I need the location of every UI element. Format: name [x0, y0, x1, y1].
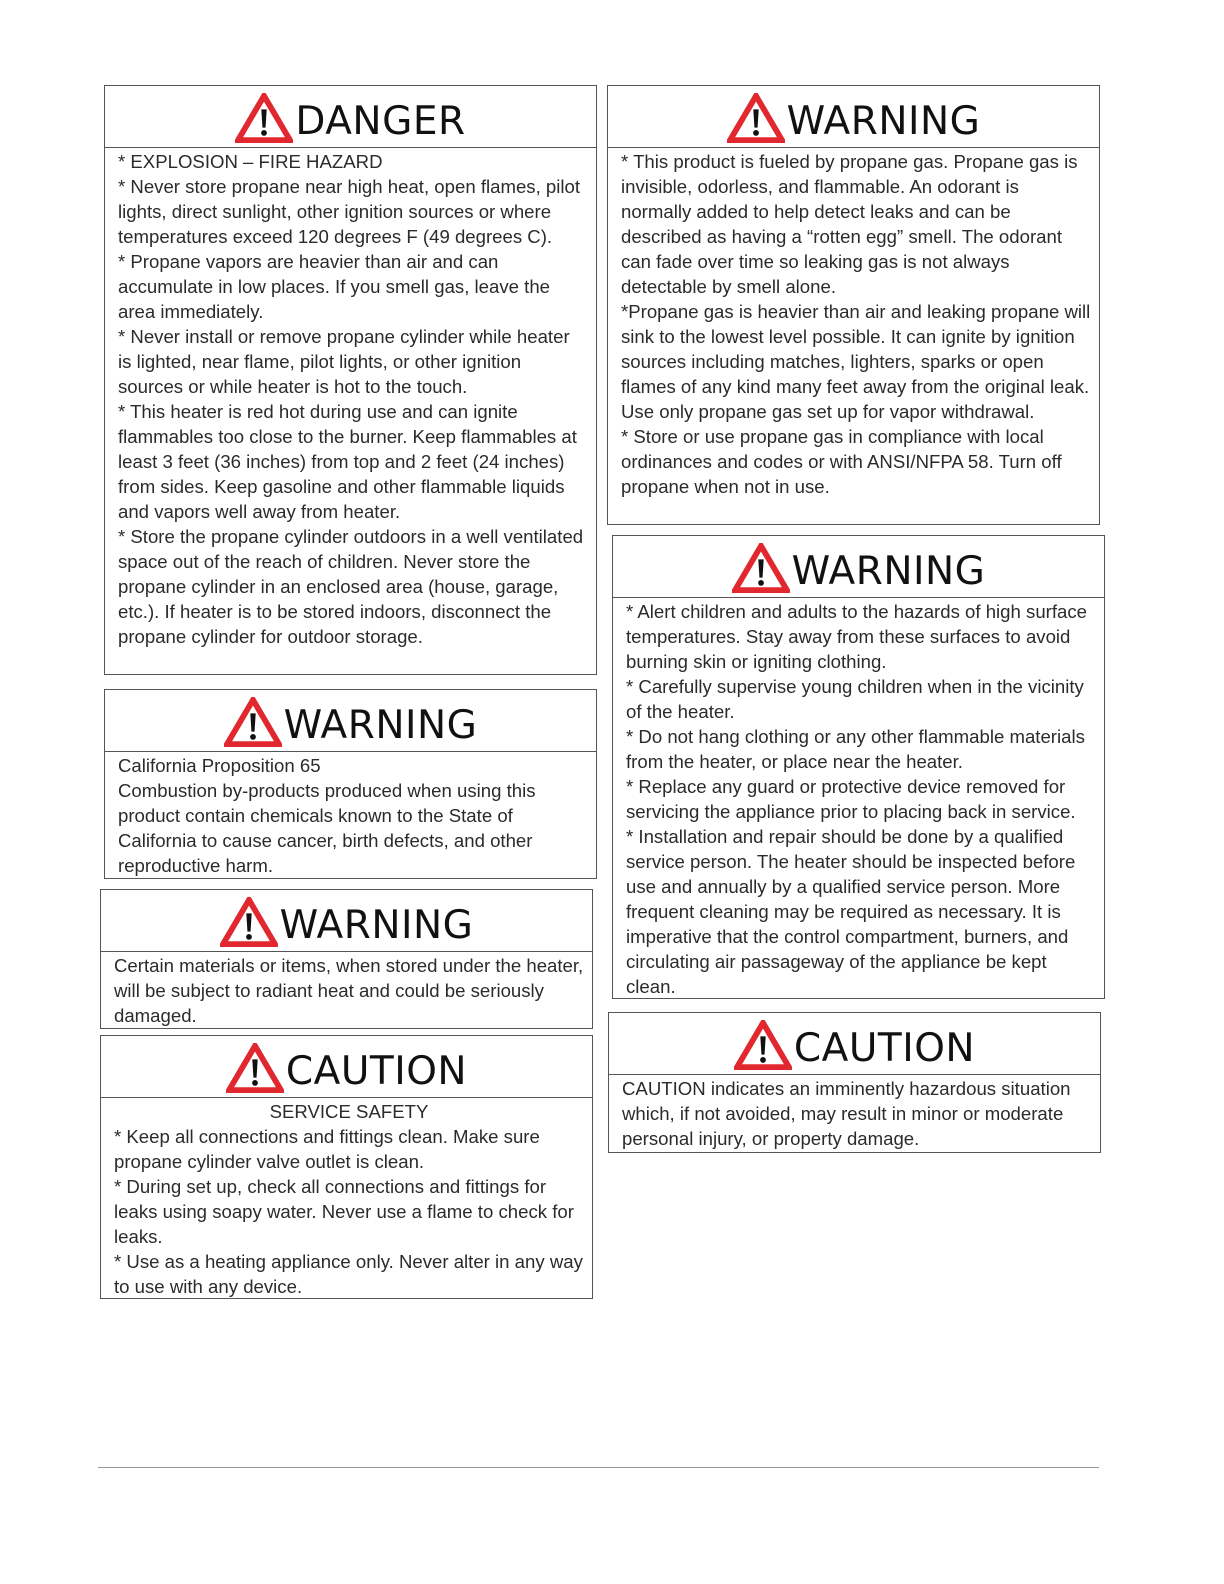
caution-def-body	[609, 1075, 1100, 1151]
propane-body	[608, 148, 1099, 499]
propane-line: * This product is fueled by propane gas. Propane gas is invisible, odorless, and flammable. An odorant is normally added to help detect leaks and can be described as having a “rotten egg” smell. The odorant can fade over time so leaking gas is not always detectable by smell alone.	[621, 151, 1078, 297]
warning-triangle-icon	[226, 1043, 284, 1093]
propane-header	[608, 86, 1099, 148]
radiant-body	[101, 952, 592, 1028]
surface-header	[613, 536, 1104, 598]
prop65-line: California Proposition 65	[118, 755, 321, 776]
warning-triangle-icon	[727, 93, 785, 143]
danger-header	[105, 86, 596, 148]
danger-line: * This heater is red hot during use and can ignite flammables too close to the burner. Keep flammables at least 3 feet (36 inches) from top and 2 feet (24 inches) from sides. Keep gasoline and other flammable liquids and vapors well away from heater.	[118, 401, 577, 522]
caution-definition-box	[608, 1012, 1101, 1153]
prop65-title: WARNING	[283, 703, 478, 748]
propane-title: WARNING	[786, 99, 981, 144]
radiant-header	[101, 890, 592, 952]
surface-line: * Alert children and adults to the hazards of high surface temperatures. Stay away from these surfaces to avoid burning skin or igniting clothing.	[626, 601, 1087, 672]
warning-triangle-icon	[734, 1020, 792, 1070]
propane-line: *Propane gas is heavier than air and leaking propane will sink to the lowest level possible. It can ignite by ignition sources including matches, lighters, sparks or open flames of any kind many feet away from the original leak. Use only propane gas set up for vapor withdrawal.	[621, 301, 1091, 422]
warning-triangle-icon	[224, 697, 282, 747]
danger-line: * Never install or remove propane cylinder while heater is lighted, near flame, pilot lights, or other ignition sources or while heater is hot to the touch.	[118, 326, 570, 397]
propane-line: * Store or use propane gas in compliance with local ordinances and codes or with ANSI/NFPA 58. Turn off propane when not in use.	[621, 426, 1062, 497]
surface-line: * Replace any guard or protective device removed for servicing the appliance prior to placing back in service.	[626, 776, 1076, 822]
surface-warning-box	[612, 535, 1105, 999]
danger-box	[104, 85, 597, 675]
danger-line: * Store the propane cylinder outdoors in a well ventilated space out of the reach of children. Never store the propane cylinder in an enclosed area (house, garage, etc.). If heater is to be stored indoors, disconnect the propane cylinder for outdoor storage.	[118, 526, 584, 647]
prop65-line: Combustion by-products produced when using this product contain chemicals known to the State of California to cause cancer, birth defects, and other reproductive harm.	[118, 780, 536, 876]
warning-triangle-icon	[235, 93, 293, 143]
prop65-header	[105, 690, 596, 752]
prop65-body	[105, 752, 596, 878]
surface-body	[613, 598, 1104, 999]
caution-def-title: CAUTION	[793, 1026, 976, 1071]
surface-title: WARNING	[791, 549, 986, 594]
radiant-title: WARNING	[279, 903, 474, 948]
danger-line: * Propane vapors are heavier than air and can accumulate in low places. If you smell gas, leave the area immediately.	[118, 251, 551, 322]
caution-def-line: CAUTION indicates an imminently hazardous situation which, if not avoided, may result in minor or moderate personal injury, or property damage.	[622, 1078, 1071, 1149]
danger-body	[105, 148, 596, 649]
service-line: * Use as a heating appliance only. Never alter in any way to use with any device.	[114, 1251, 583, 1297]
propane-warning-box	[607, 85, 1100, 525]
surface-line: * Do not hang clothing or any other flammable materials from the heater, or place near the heater.	[626, 726, 1085, 772]
caution-def-header	[609, 1013, 1100, 1075]
surface-line: * Carefully supervise young children when in the vicinity of the heater.	[626, 676, 1084, 722]
warning-triangle-icon	[732, 543, 790, 593]
service-title: CAUTION	[285, 1049, 468, 1094]
prop65-warning-box	[104, 689, 597, 879]
service-line: * Keep all connections and fittings clean. Make sure propane cylinder valve outlet is clean.	[114, 1126, 540, 1172]
warning-triangle-icon	[220, 897, 278, 947]
radiant-line: Certain materials or items, when stored under the heater, will be subject to radiant heat and could be seriously damaged.	[114, 955, 584, 1026]
danger-line: * EXPLOSION – FIRE HAZARD	[118, 151, 383, 172]
service-line: * During set up, check all connections and fittings for leaks using soapy water. Never use a flame to check for leaks.	[114, 1176, 574, 1247]
surface-line: * Installation and repair should be done by a qualified service person. The heater should be inspected before use and annually by a qualified service person. More frequent cleaning may be required as necessary. It is imperative that the control compartment, burners, and circulating air passageway of the appliance be kept clean.	[626, 826, 1076, 997]
footer-divider	[98, 1467, 1099, 1468]
radiant-warning-box	[100, 889, 593, 1029]
service-header	[101, 1036, 592, 1098]
danger-title: DANGER	[295, 99, 466, 144]
service-body	[101, 1098, 592, 1299]
danger-line: * Never store propane near high heat, open flames, pilot lights, direct sunlight, other ignition sources or where temperatures exceed 120 degrees F (49 degrees C).	[118, 176, 581, 247]
service-caution-box	[100, 1035, 593, 1299]
service-subtitle: SERVICE SAFETY	[269, 1101, 429, 1122]
